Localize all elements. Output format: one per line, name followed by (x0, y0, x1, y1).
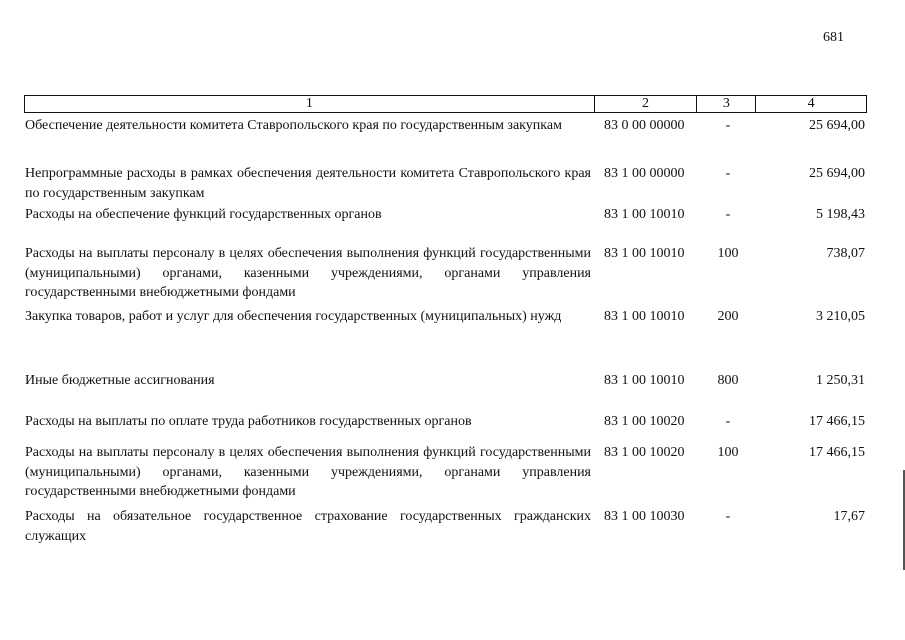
header-col-1: 1 (25, 96, 595, 112)
header-col-2: 2 (595, 96, 698, 112)
row-amount: 17,67 (833, 509, 865, 524)
row-amount: 25 694,00 (809, 118, 865, 133)
row-name: Непрограммные расходы в рамках обеспечения деятельности комитета Ставропольского края по государственным закупкам (25, 166, 591, 201)
row-name: Расходы на выплаты персоналу в целях обеспечения выполнения функций государственными (муниципальными) органами, казенными учреждениями, органами управления государственными внебюджетными фондами (25, 445, 591, 499)
row-name: Иные бюджетные ассигнования (25, 373, 215, 388)
row-amount: 5 198,43 (816, 207, 865, 222)
row-code: 83 1 00 10030 (604, 509, 685, 524)
row-code: 83 1 00 10020 (604, 445, 685, 460)
row-name: Закупка товаров, работ и услуг для обеспечения государственных (муниципальных) нужд (25, 309, 562, 324)
row-code: 83 1 00 10010 (604, 246, 685, 261)
row-code: 83 1 00 10010 (604, 207, 685, 222)
row-type: 800 (717, 373, 739, 388)
row-code: 83 1 00 10010 (604, 373, 685, 388)
table-header (24, 95, 867, 113)
row-name: Расходы на выплаты по оплате труда работников государственных органов (25, 414, 472, 429)
row-type: 100 (717, 445, 739, 460)
row-type: - (725, 509, 731, 524)
row-name: Расходы на обязательное государственное страхование государственных гражданских служащих (25, 509, 591, 544)
row-amount: 738,07 (826, 246, 865, 261)
row-name: Расходы на выплаты персоналу в целях обеспечения выполнения функций государственными (муниципальными) органами, казенными учреждениями, органами управления государственными внебюджетными фондами (25, 246, 591, 300)
page-number: 681 (823, 30, 844, 45)
row-code: 83 1 00 10020 (604, 414, 685, 429)
row-type: - (725, 207, 731, 222)
row-amount: 17 466,15 (809, 445, 865, 460)
row-code: 83 0 00 00000 (604, 118, 685, 133)
row-amount: 25 694,00 (809, 166, 865, 181)
header-col-4: 4 (807, 96, 815, 111)
header-col-3: 3 (697, 96, 756, 112)
row-type: - (725, 118, 731, 133)
row-name: Расходы на обеспечение функций государственных органов (25, 207, 382, 222)
row-code: 83 1 00 00000 (604, 166, 685, 181)
row-amount: 3 210,05 (816, 309, 865, 324)
row-code: 83 1 00 10010 (604, 309, 685, 324)
row-type: - (725, 166, 731, 181)
row-type: - (725, 414, 731, 429)
row-type: 100 (717, 246, 739, 261)
row-amount: 17 466,15 (809, 414, 865, 429)
row-type: 200 (717, 309, 739, 324)
row-amount: 1 250,31 (816, 373, 865, 388)
row-name: Обеспечение деятельности комитета Ставропольского края по государственным закупкам (25, 118, 562, 133)
